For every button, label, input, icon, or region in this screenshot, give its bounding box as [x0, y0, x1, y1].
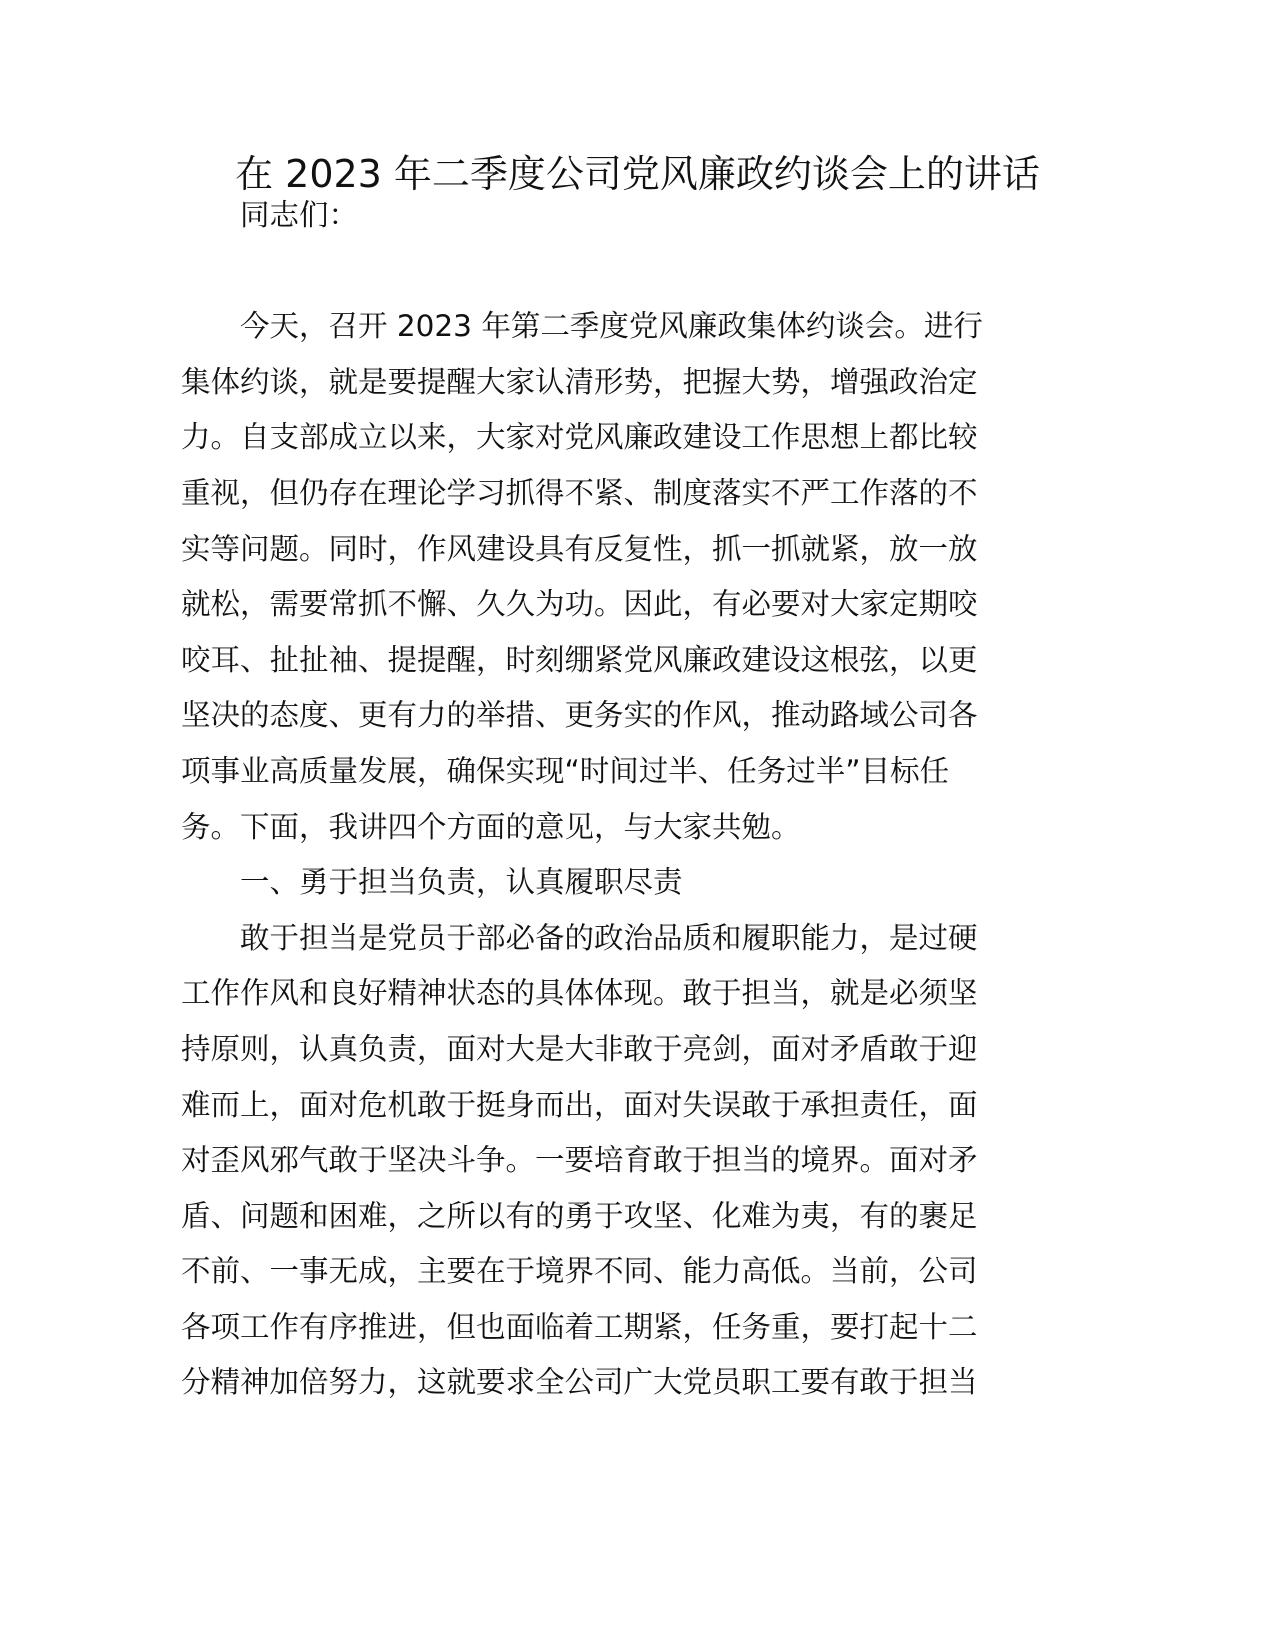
salutation: 同志们：	[240, 198, 359, 232]
text-line: 坚决的态度、更有力的举措、更务实的作风，推动路域公司各	[181, 698, 978, 733]
text-line: 今天，召开 2023 年第二季度党风廉政集体约谈会。进行	[240, 309, 983, 344]
text-line: 务。下面，我讲四个方面的意见，与大家共勉。	[181, 809, 801, 844]
text-line: 项事业高质量发展，确保实现“时间过半、任务过半”目标任	[181, 753, 950, 788]
section-heading	[181, 855, 1061, 911]
paragraph-spacer	[181, 244, 1061, 300]
text-line: 力。自支部成立以来，大家对党风廉政建设工作思想上都比较	[181, 420, 978, 455]
text-line: 工作作风和良好精神状态的具体体现。敢于担当，就是必须坚	[181, 976, 978, 1011]
text-line: 难而上，面对危机敢于挺身而出，面对失误敢于承担责任，面	[181, 1087, 978, 1122]
document-title: 在 2023 年二季度公司党风廉政约谈会上的讲话	[235, 152, 1040, 196]
document-body	[181, 188, 1061, 1411]
text-line: 对歪风邪气敢于坚决斗争。一要培育敢于担当的境界。面对矛	[181, 1143, 978, 1178]
text-line: 重视，但仍存在理论学习抓得不紧、制度落实不严工作落的不	[181, 475, 978, 510]
text-line: 就松，需要常抓不懈、久久为功。因此，有必要对大家定期咬	[181, 587, 978, 622]
paragraph-section-one	[181, 911, 1061, 1411]
heading-line: 一、勇于担当负责，认真履职尽责	[240, 865, 683, 900]
text-line: 各项工作有序推进，但也面临着工期紧，任务重，要打起十二	[181, 1309, 978, 1344]
text-line: 分精神加倍努力，这就要求全公司广大党员职工要有敢于担当	[181, 1365, 978, 1400]
paragraph-intro	[181, 299, 1061, 855]
text-line: 持原则，认真负责，面对大是大非敢于亮剑，面对矛盾敢于迎	[181, 1031, 978, 1066]
text-line: 敢于担当是党员于部必备的政治品质和履职能力，是过硬	[240, 920, 978, 955]
text-line: 咬耳、扯扯袖、提提醒，时刻绷紧党风廉政建设这根弦，以更	[181, 642, 978, 677]
text-line: 盾、问题和困难，之所以有的勇于攻坚、化难为夷，有的裹足	[181, 1198, 978, 1233]
text-line: 不前、一事无成，主要在于境界不同、能力高低。当前，公司	[181, 1254, 978, 1289]
text-line: 实等问题。同时，作风建设具有反复性，抓一抓就紧，放一放	[181, 531, 978, 566]
text-line: 集体约谈，就是要提醒大家认清形势，把握大势，增强政治定	[181, 364, 978, 399]
